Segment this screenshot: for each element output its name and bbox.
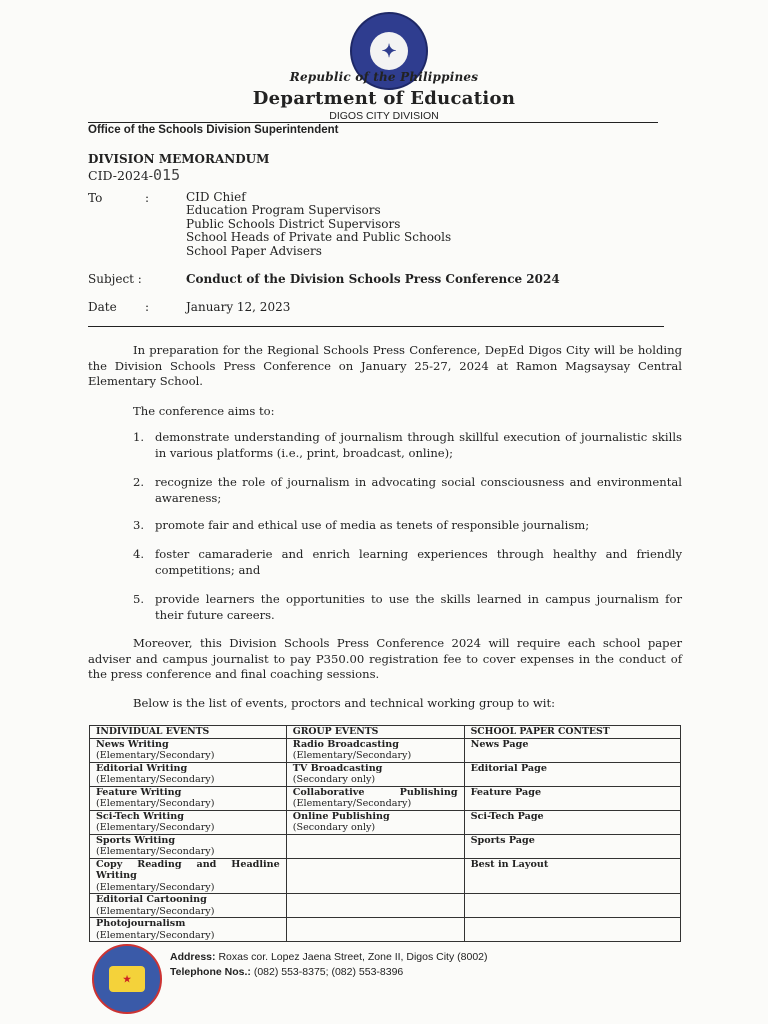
table-cell [286,918,464,942]
table-header-row [90,726,681,739]
office-name: Office of the Schools Division Superintendent [88,124,339,136]
division-logo-icon [92,944,162,1014]
footer-phone [170,966,403,978]
memo-number-handwritten: 015 [153,166,181,184]
table-cell [90,894,287,918]
event-name: Online Publishing [292,810,390,822]
table-row [90,894,681,918]
event-name: Collaborative Publishing [292,786,458,798]
table-cell: Feature Page [464,786,680,810]
event-name: Editorial Writing [96,762,188,774]
table-cell [90,810,287,834]
event-name: Radio Broadcasting [292,738,399,750]
event-name: News Writing [96,738,169,750]
date-colon: : [145,300,150,314]
address-label: Address: [170,951,216,963]
table-cell: Sci-Tech Page [464,810,680,834]
table-cell: News Page [464,738,680,762]
table-row [90,810,681,834]
seal-emblem-icon: ✦ [370,32,408,70]
subject-label: Subject : [88,272,142,286]
department-heading: Department of Education [252,88,516,109]
aim-text: recognize the role of journalism in advocating social consciousness and environmental awareness; [155,475,682,505]
memo-number [88,166,180,184]
event-level: (Elementary/Secondary) [96,774,215,785]
column-header: SCHOOL PAPER CONTEST [464,726,680,739]
aim-item [133,430,682,461]
division-name: DIGOS CITY DIVISION [329,110,439,122]
table-cell [90,738,287,762]
table-cell: Best in Layout [464,858,680,894]
phone-label: Telephone Nos.: [170,966,251,978]
intro-paragraph: In preparation for the Regional Schools Press Conference, DepEd Digos City will be holding the Division Schools Press Conference on January 25-27, 2024 at Ramon Magsaysay Central Elementary School. [88,343,682,389]
event-level: (Elementary/Secondary) [96,798,215,809]
event-level: (Elementary/Secondary) [96,905,215,917]
table-cell [286,738,464,762]
aim-text: provide learners the opportunities to use the skills learned in campus journalism for their future careers. [155,592,682,622]
table-cell [90,786,287,810]
recipient-item: School Paper Advisers [186,243,322,258]
table-cell: Editorial Page [464,762,680,786]
table-row [90,858,681,894]
table-cell [286,834,464,858]
table-cell [464,894,680,918]
aim-item [133,592,682,623]
table-cell [90,858,287,894]
aim-item [133,475,682,506]
column-header: INDIVIDUAL EVENTS [90,726,287,739]
event-name: Photojournalism [96,918,186,929]
date-divider [88,326,664,327]
aim-text: promote fair and ethical use of media as tenets of responsible journalism; [155,518,590,532]
recipient-list [186,191,451,258]
event-name: Sports Writing [96,834,176,846]
aim-number: 1. [133,430,145,444]
aim-item [133,547,682,578]
recipient-item: School Heads of Private and Public Schools [186,230,452,245]
logo-emblem-icon: ★ [109,966,145,992]
aim-number: 5. [133,592,145,606]
event-name: Editorial Cartooning [96,894,207,905]
address-text: Roxas cor. Lopez Jaena Street, Zone II, Digos City (8002) [218,951,488,963]
table-row [90,762,681,786]
table-cell [286,762,464,786]
event-level: (Elementary/Secondary) [292,798,412,809]
event-level: (Secondary only) [292,774,376,785]
event-name: Feature Writing [96,786,182,798]
table-row [90,786,681,810]
aim-number: 2. [133,475,145,489]
recipient-item: Public Schools District Supervisors [186,216,401,231]
column-header: GROUP EVENTS [286,726,464,739]
memo-title: DIVISION MEMORANDUM [88,152,270,166]
event-level: (Elementary/Secondary) [96,846,215,857]
fee-paragraph: Moreover, this Division Schools Press Conference 2024 will require each school paper adviser and campus journalist to pay P350.00 registration fee to cover expenses in the conduct of the press conference and final coaching sessions. [88,636,682,682]
table-cell [464,918,680,942]
event-name: Sci-Tech Writing [96,810,184,822]
date-label: Date [88,300,117,314]
table-row [90,918,681,942]
table-cell [286,894,464,918]
subject-text: Conduct of the Division Schools Press Conference 2024 [186,272,560,286]
aim-number: 3. [133,518,145,532]
recipient-item: CID Chief [186,190,246,204]
events-table [89,725,681,942]
table-cell [90,762,287,786]
date-text: January 12, 2023 [186,300,291,314]
event-name: Copy Reading and Headline Writing [96,858,280,881]
event-level: (Elementary/Secondary) [96,750,215,761]
header-divider [88,122,658,123]
list-intro: Below is the list of events, proctors and technical working group to wit: [133,696,556,710]
aims-intro: The conference aims to: [133,404,275,418]
phone-text: (082) 553-8375; (082) 553-8396 [253,966,404,978]
table-row [90,834,681,858]
aim-number: 4. [133,547,145,561]
table-cell [286,858,464,894]
table-cell [286,786,464,810]
event-level: (Elementary/Secondary) [96,822,215,833]
table-cell [286,810,464,834]
event-level: (Secondary only) [292,822,376,833]
table-cell [90,834,287,858]
to-label: To [88,191,103,205]
aim-text: foster camaraderie and enrich learning experiences through healthy and friendly competitions; and [155,547,682,577]
event-level: (Elementary/Secondary) [96,881,215,893]
aim-item [133,518,682,534]
footer-address [170,951,488,963]
to-colon: : [145,191,150,205]
memo-number-prefix: CID-2024- [88,168,154,183]
aim-text: demonstrate understanding of journalism through skillful execution of journalistic skills in various platforms (i.e., print, broadcast, online); [155,430,682,460]
event-level: (Elementary/Secondary) [292,750,412,761]
table-cell: Sports Page [464,834,680,858]
table-row [90,738,681,762]
republic-heading: Republic of the Philippines [289,70,479,84]
event-name: TV Broadcasting [292,762,383,774]
table-cell [90,918,287,942]
recipient-item: Education Program Supervisors [186,203,381,218]
event-level: (Elementary/Secondary) [96,929,215,941]
